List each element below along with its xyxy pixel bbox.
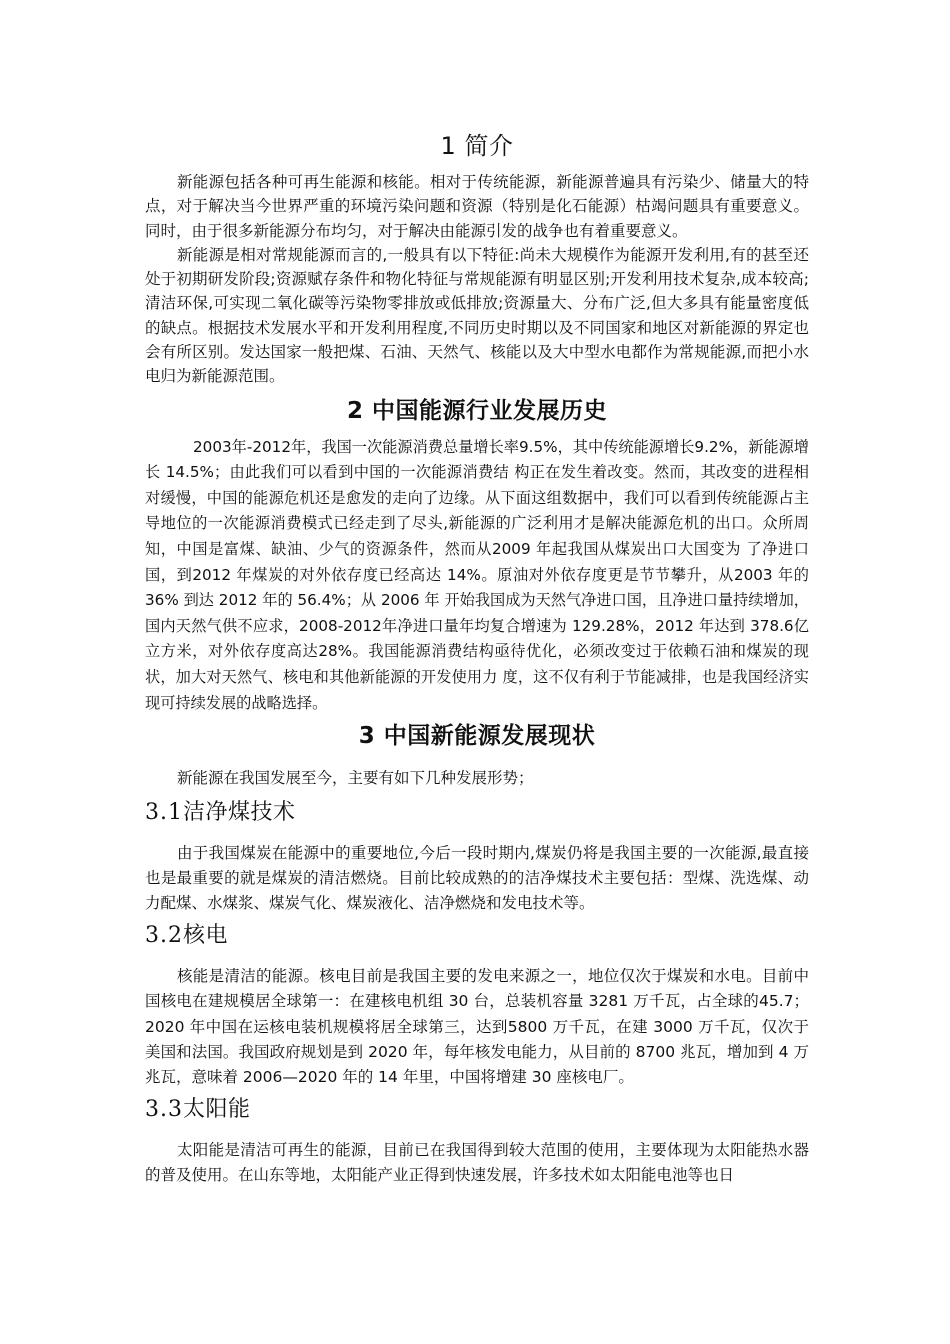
section-2-heading: 2 中国能源行业发展历史 [346,397,607,424]
section-1-paragraph-1: 新能源包括各种可再生能源和核能。相对于传统能源，新能源普遍具有污染少、储量大的特点，对于解决当今世界严重的环境污染问题和资源（特别是化石能源）枯竭问题具有重要意义。同时，由于很多新能源分布均匀，对于解决由能源引发的战争也有着重要意义。 [145,173,809,240]
subsection-3-2-heading [145,922,809,950]
subsection-3-1-heading [145,799,809,827]
section-3-intro: 新能源在我国发展至今，主要有如下几种发展形势； [177,769,534,788]
subsection-3-3-text: 太阳能是清洁可再生的能源，目前已在我国得到较大范围的使用，主要体现为太阳能热水器的普及使用。在山东等地，太阳能产业正得到快速发展，许多技术如太阳能电池等也日 [145,1141,809,1185]
section-3-heading: 3 中国新能源发展现状 [358,723,596,750]
subsection-3-1-text: 由于我国煤炭在能源中的重要地位,今后一段时期内,煤炭仍将是我国主要的一次能源,最直接也是最重要的就是煤炭的清洁燃烧。目前比较成熟的的洁净煤技术主要包括：型煤、洗选煤、动力配煤、水煤浆、煤炭气化、煤炭液化、洁净燃烧和发电技术等。 [145,843,809,912]
subsection-title: 核电 [183,923,229,949]
section-1-heading: 1 简介 [440,132,514,160]
subsection-title: 太阳能 [183,1097,251,1123]
subsection-title: 洁净煤技术 [183,799,296,825]
section-1-paragraph-2: 新能源是相对常规能源而言的,一般具有以下特征:尚未大规模作为能源开发利用,有的甚至还处于初期研发阶段;资源赋存条件和物化特征与常规能源有明显区别;开发利用技术复杂,成本较高;清洁环保,可实现二氧化碳等污染物零排放或低排放;资源量大、分布广泛,但大多具有能量密度低的缺点。根据技术发展水平和开发利用程度,不同历史时期以及不同国家和地区对新能源的界定也会有所区别。发达国家一般把煤、石油、天然气、核能以及大中型水电都作为常规能源,而把小水电归为新能源范围。 [145,245,809,386]
subsection-3-2-text: 核能是清洁的能源。核电目前是我国主要的发电来源之一，地位仅次于煤炭和水电。目前中国核电在建规模居全球第一：在建核电机组 30 台，总装机容量 3281 万千瓦，占全球的45.7；2020 年中国在运核电装机规模将居全球第三，达到5800 万千瓦，在建 3000 万千瓦，仅次于美国和法国。我国政府规划是到 2020 年，每年核发电能力，从目前的 8700 兆瓦，增加到 4 万兆瓦，意味着 2006—2020 年的 14 年里，中国将增建 30 座核电厂。 [145,967,809,1086]
subsection-number: 3.2 [145,923,183,949]
subsection-number: 3.3 [145,1097,183,1123]
subsection-number: 3.1 [145,799,183,825]
document-body [145,124,809,1189]
section-2-paragraph-1: 2003年-2012年，我国一次能源消费总量增长率9.5%，其中传统能源增长9.2%，新能源增长 14.5%；由此我们可以看到中国的一次能源消费结 构正在发生着改变。然而，其改变的进程相对缓慢，中国的能源危机还是愈发的走向了边缘。从下面这组数据中，我们可以看到传统能源占主导地位的一次能源消费模式已经走到了尽头,新能源的广泛利用才是解决能源危机的出口。众所周知，中国是富煤、缺油、少气的资源条件，然而从2009 年起我国从煤炭出口大国变为 了净进口国，到2012 年煤炭的对外依存度已经高达 14%。原油对外依存度更是节节攀升，从2003 年的 36% 到达 2012 年的 56.4%；从 2006 年 开始我国成为天然气净进口国，且净进口量持续增加，国内天然气供不应求，2008-2012年净进口量年均复合增速为 129.28%，2012 年达到 378.6亿立方米，对外依存度高达28%。我国能源消费结构亟待优化，必须改变过于依赖石油和煤炭的现状，加大对天然气、核电和其他新能源的开发使用力 度，这不仅有利于节能减排，也是我国经济实现可持续发展的战略选择。 [145,437,809,712]
subsection-3-3-heading [145,1096,809,1124]
